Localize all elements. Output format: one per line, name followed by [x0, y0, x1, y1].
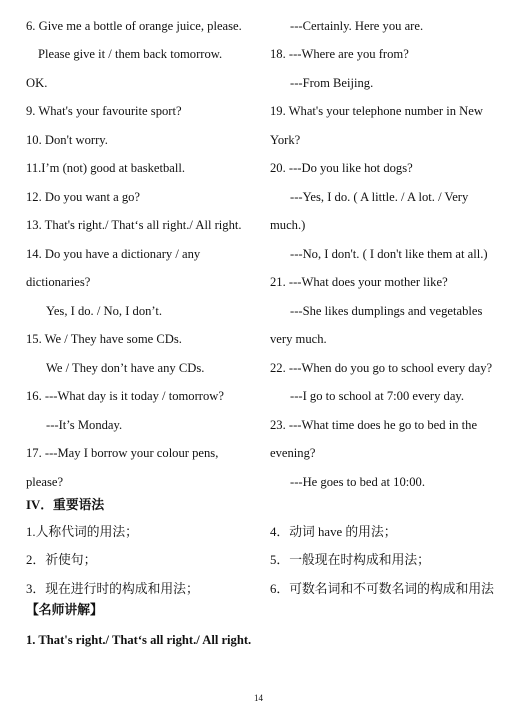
left-line: 6. Give me a bottle of orange juice, please. — [26, 19, 242, 33]
right-line: evening? — [270, 446, 316, 460]
left-line: 13. That's right./ That‘s all right./ All right. — [26, 218, 242, 232]
right-line: 21. ---What does your mother like? — [270, 275, 448, 289]
point-heading: 1. That's right./ That‘s all right./ All right. — [26, 633, 252, 647]
left-line: 10. Don't worry. — [26, 133, 108, 147]
right-line: ---Yes, I do. ( A little. / A lot. / Very — [290, 190, 469, 204]
grammar-item: 5．一般现在时构成和用法； — [270, 553, 430, 567]
right-line: York? — [270, 133, 301, 147]
left-line: 15. We / They have some CDs. — [26, 332, 182, 346]
left-line: dictionaries? — [26, 275, 91, 289]
right-line: ---She likes dumplings and vegetables — [290, 304, 483, 318]
right-line: ---No, I don't. ( I don't like them at all.) — [290, 247, 488, 261]
left-line: OK. — [26, 76, 48, 90]
grammar-item: 6．可数名词和不可数名词的构成和用法 — [270, 582, 494, 596]
left-line: Yes, I do. / No, I don’t. — [46, 304, 163, 318]
grammar-item: 2．祈使句； — [26, 553, 97, 567]
right-line: 20. ---Do you like hot dogs? — [270, 161, 413, 175]
left-line: 17. ---May I borrow your colour pens, — [26, 446, 219, 460]
right-line: ---Certainly. Here you are. — [290, 19, 424, 33]
left-line: Please give it / them back tomorrow. — [38, 47, 223, 61]
left-line: 12. Do you want a go? — [26, 190, 141, 204]
left-line: 16. ---What day is it today / tomorrow? — [26, 389, 224, 403]
right-line: much.) — [270, 218, 306, 232]
left-line: 14. Do you have a dictionary / any — [26, 247, 201, 261]
right-line: 22. ---When do you go to school every day? — [270, 361, 493, 375]
left-line: ---It’s Monday. — [46, 418, 123, 432]
grammar-item: 3．现在进行时的构成和用法； — [26, 582, 199, 596]
grammar-item: 4．动词 have 的用法； — [270, 525, 397, 539]
right-line: very much. — [270, 332, 327, 346]
section-heading: IV．重要语法 — [26, 498, 105, 512]
right-line: ---He goes to bed at 10:00. — [290, 475, 425, 489]
right-line: 19. What's your telephone number in New — [270, 104, 483, 118]
left-line: We / They don’t have any CDs. — [46, 361, 205, 375]
grammar-item: 1.人称代词的用法； — [26, 525, 138, 539]
page-number: 14 — [254, 693, 263, 703]
left-line: 9. What's your favourite sport? — [26, 104, 182, 118]
right-line: 18. ---Where are you from? — [270, 47, 409, 61]
teacher-heading: 【名师讲解】 — [26, 603, 103, 617]
right-line: ---I go to school at 7:00 every day. — [290, 389, 465, 403]
left-line: please? — [26, 475, 64, 489]
right-line: ---From Beijing. — [290, 76, 374, 90]
left-line: 11.I’m (not) good at basketball. — [26, 161, 186, 175]
right-line: 23. ---What time does he go to bed in the — [270, 418, 478, 432]
